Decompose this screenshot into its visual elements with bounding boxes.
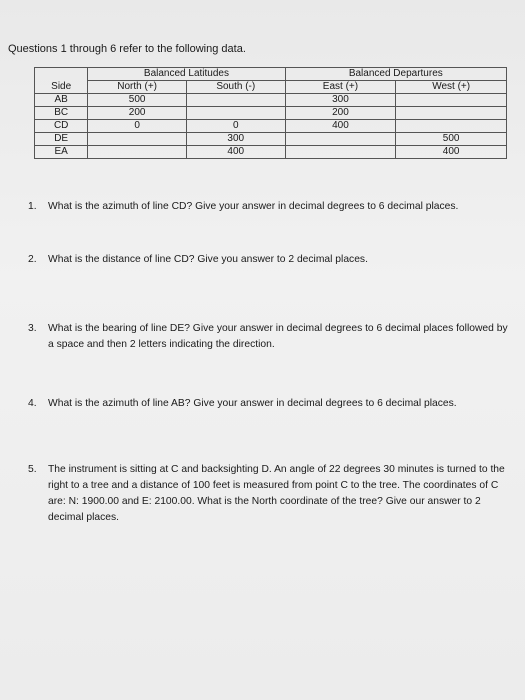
table-cell-east: 300 <box>285 94 396 107</box>
table-cell-side: CD <box>35 120 88 133</box>
table-cell-south: 400 <box>186 146 285 159</box>
table-cell-east: 400 <box>285 120 396 133</box>
question-text: What is the azimuth of line CD? Give your answer in decimal degrees to 6 decimal places. <box>48 201 459 212</box>
question-2 <box>28 252 508 268</box>
table-cell-south: 300 <box>186 133 285 146</box>
column-header-side: Side <box>35 81 88 94</box>
question-number: 3. <box>28 323 37 334</box>
table-row <box>35 146 507 159</box>
table-cell-west: 500 <box>396 133 507 146</box>
question-text: The instrument is sitting at C and backsighting D. An angle of 22 degrees 30 minutes is turned to the right to a tree and a distance of 100 feet is measured from point C to the tree. The coordinates of C are: N: 1900.00 and E: 2100.00. What is the North coordinate of the tree? Give our answer to 2 decimal places. <box>48 464 505 523</box>
question-number: 5. <box>28 464 37 475</box>
data-table <box>34 67 507 159</box>
question-5 <box>28 462 508 526</box>
table-cell-side: EA <box>35 146 88 159</box>
column-header-south: South (-) <box>186 81 285 94</box>
table-cell-west <box>396 94 507 107</box>
table-row <box>35 133 507 146</box>
question-text: What is the azimuth of line AB? Give your answer in decimal degrees to 6 decimal places. <box>48 398 457 409</box>
column-header-west: West (+) <box>396 81 507 94</box>
table-cell-east <box>285 146 396 159</box>
question-3 <box>28 321 508 353</box>
column-header-east: East (+) <box>285 81 396 94</box>
table-cell-west <box>396 107 507 120</box>
question-4 <box>28 396 508 412</box>
table-group-header-row <box>35 68 507 81</box>
intro-text: Questions 1 through 6 refer to the following data. <box>8 43 246 55</box>
table-cell-east <box>285 133 396 146</box>
table-cell-south: 0 <box>186 120 285 133</box>
table-row <box>35 94 507 107</box>
question-number: 2. <box>28 254 37 265</box>
table-cell-south <box>186 107 285 120</box>
table-cell-west <box>396 120 507 133</box>
table-cell-south <box>186 94 285 107</box>
question-text: What is the bearing of line DE? Give your answer in decimal degrees to 6 decimal places followed by a space and then 2 letters indicating the direction. <box>48 323 508 350</box>
table-column-header-row <box>35 81 507 94</box>
table-cell-side: BC <box>35 107 88 120</box>
group-header-departures: Balanced Departures <box>285 68 506 81</box>
group-header-latitudes: Balanced Latitudes <box>88 68 285 81</box>
table-cell-side: DE <box>35 133 88 146</box>
table-cell-north <box>88 146 187 159</box>
table-cell-north: 200 <box>88 107 187 120</box>
question-1 <box>28 199 508 215</box>
question-text: What is the distance of line CD? Give you answer to 2 decimal places. <box>48 254 368 265</box>
table-cell-side: AB <box>35 94 88 107</box>
question-number: 1. <box>28 201 37 212</box>
question-number: 4. <box>28 398 37 409</box>
table-row <box>35 120 507 133</box>
table-cell-north: 0 <box>88 120 187 133</box>
table-cell-east: 200 <box>285 107 396 120</box>
table-cell-north: 500 <box>88 94 187 107</box>
table-cell-west: 400 <box>396 146 507 159</box>
column-header-north: North (+) <box>88 81 187 94</box>
table-cell-empty <box>35 68 88 81</box>
table-row <box>35 107 507 120</box>
table-cell-north <box>88 133 187 146</box>
